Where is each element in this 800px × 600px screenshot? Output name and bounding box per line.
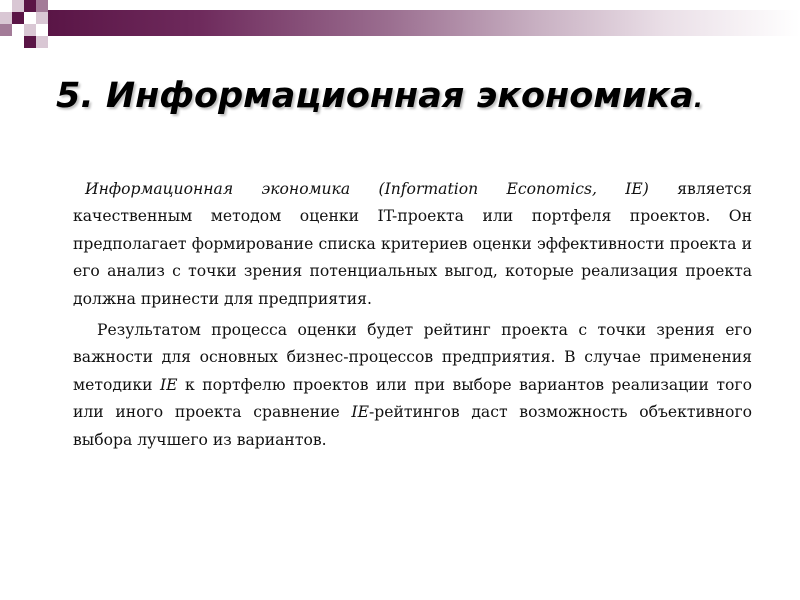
- decor-square: [36, 36, 48, 48]
- paragraph-2-segment: -рейтингов даст возможность объективного выбора лучшего из вариантов.: [73, 403, 753, 449]
- paragraph-2-segment: Результатом процесса оценки будет рейтинг проекта с точки зрения его важности для основных бизнес-процессов предприятия. В случае применения методики: [73, 321, 752, 394]
- paragraph-2-segment: IE: [351, 403, 369, 422]
- decor-square: [24, 36, 36, 48]
- decor-square: [12, 0, 24, 12]
- header-gradient-bar: [48, 10, 800, 36]
- paragraph-2: [73, 317, 752, 454]
- slide-title: [56, 76, 703, 116]
- decor-square: [36, 0, 48, 12]
- slide-title-dot: .: [693, 85, 703, 113]
- decor-square: [12, 12, 24, 24]
- decor-square: [24, 0, 36, 12]
- paragraph-1: [73, 176, 752, 313]
- slide-body: [73, 176, 752, 454]
- paragraph-1-segment: является качественным методом оценки IT-проекта или портфеля проектов. Он предполагает формирование списка критериев оценки эффективности проекта и его анализ с точки зрения потенциальных выгод, которые реализация проекта должна принести для предприятия.: [73, 180, 752, 308]
- paragraph-1-segment: Информационная экономика (Information Economics, IE): [85, 180, 649, 198]
- paragraph-2-segment: IE: [159, 375, 178, 394]
- decor-square: [24, 24, 36, 36]
- decor-square: [0, 24, 12, 36]
- slide-title-text: 5. Информационная экономика: [56, 76, 694, 116]
- decor-square: [36, 12, 48, 24]
- paragraph-2-segment: к портфелю проектов или при выборе вариантов реализации того или иного проекта сравнение: [73, 375, 752, 422]
- decor-square: [0, 12, 12, 24]
